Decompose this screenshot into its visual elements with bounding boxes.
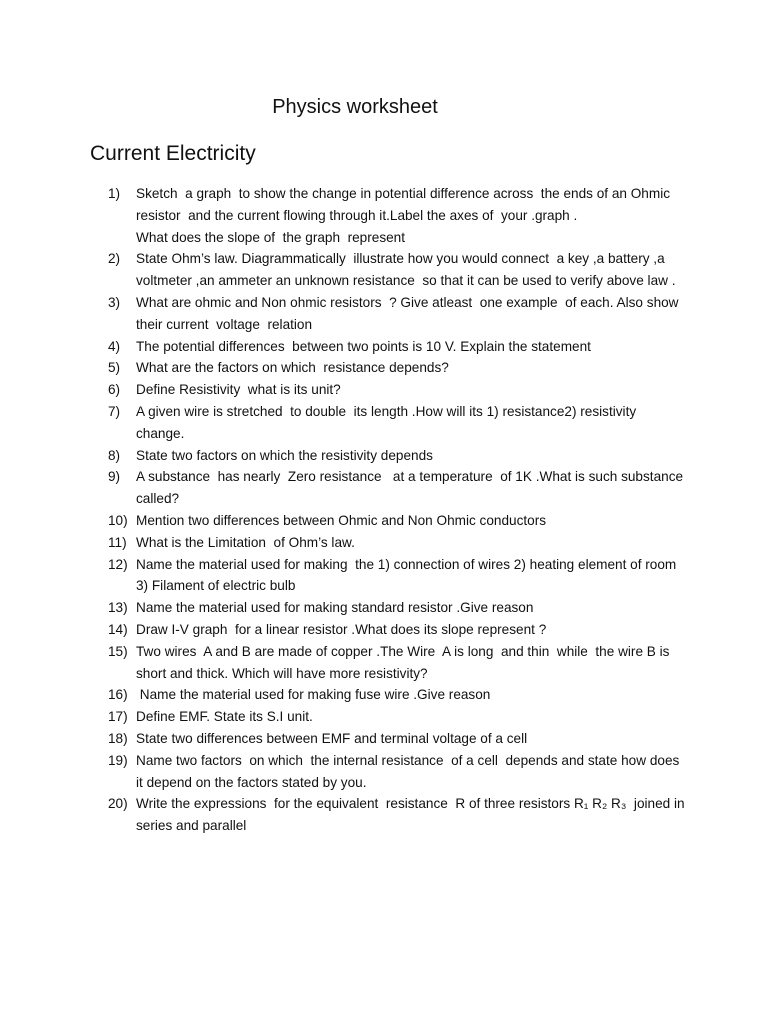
question-number: 3) [108, 294, 121, 310]
question-text: The potential differences between two points is 10 V. Explain the statement [136, 338, 591, 354]
question-item [108, 750, 688, 794]
question-number: 5) [108, 360, 121, 376]
question-number: 18) [108, 730, 128, 746]
question-item [108, 532, 688, 554]
question-number: 19) [108, 752, 128, 768]
question-text: A substance has nearly Zero resistance at a temperature of 1K .What is such substance called? [136, 469, 687, 507]
question-text: What is the Limitation of Ohm’s law. [136, 534, 355, 550]
question-text: Define EMF. State its S.I unit. [136, 709, 313, 725]
question-number: 16) [108, 687, 128, 703]
question-item [108, 728, 688, 750]
question-number: 11) [108, 534, 127, 550]
question-number: 8) [108, 447, 121, 463]
page-title: Physics worksheet [272, 96, 438, 118]
question-item [108, 619, 688, 641]
question-item [108, 336, 688, 358]
question-item [108, 641, 688, 685]
question-item [108, 357, 688, 379]
question-item [108, 597, 688, 619]
question-item [108, 183, 688, 248]
question-text: Mention two differences between Ohmic and Non Ohmic conductors [136, 512, 547, 528]
question-item [108, 445, 688, 467]
question-number: 6) [108, 382, 121, 398]
question-number: 9) [108, 469, 121, 485]
question-item [108, 466, 688, 510]
question-text: State Ohm’s law. Diagrammatically illustrate how you would connect a key ,a battery ,a voltmeter ,an ammeter an unknown resistance so that it can be used to verify above law . [136, 251, 676, 289]
question-item [108, 292, 688, 336]
question-number: 20) [108, 796, 128, 812]
question-item [108, 684, 688, 706]
question-item [108, 510, 688, 532]
section-heading: Current Electricity [90, 142, 256, 165]
question-text: Define Resistivity what is its unit? [136, 382, 341, 398]
question-number: 14) [108, 621, 128, 637]
question-text: Name the material used for making fuse wire .Give reason [136, 687, 491, 703]
question-text: Name two factors on which the internal resistance of a cell depends and state how does it depend on the factors stated by you. [136, 752, 684, 790]
question-text: Sketch a graph to show the change in potential difference across the ends of an Ohmic resistor and the current flowing through it.Label the axes of your .graph . What does the slope of the graph represent [136, 186, 671, 245]
question-text: Two wires A and B are made of copper .The Wire A is long and thin while the wire B is short and thick. Which will have more resistivity? [136, 643, 674, 681]
question-list [108, 183, 688, 837]
question-text: Name the material used for making standard resistor .Give reason [136, 600, 534, 616]
question-number: 7) [108, 403, 121, 419]
question-item [108, 379, 688, 401]
question-number: 4) [108, 338, 121, 354]
question-item [108, 793, 688, 837]
question-number: 2) [108, 251, 121, 267]
question-item [108, 248, 688, 292]
question-number: 1) [108, 186, 121, 201]
question-number: 12) [108, 556, 128, 572]
question-text: A given wire is stretched to double its length .How will its 1) resistance2) resistivity change. [136, 403, 640, 441]
question-number: 13) [108, 600, 128, 616]
question-text: State two differences between EMF and terminal voltage of a cell [136, 730, 528, 746]
question-number: 17) [108, 709, 128, 725]
question-text: What are ohmic and Non ohmic resistors ? Give atleast one example of each. Also show their current voltage relation [136, 294, 683, 332]
question-number: 10) [108, 512, 128, 528]
question-text: What are the factors on which resistance depends? [136, 360, 449, 376]
question-text: Write the expressions for the equivalent resistance R of three resistors R₁ R₂ R₃ joined in series and parallel [136, 796, 689, 834]
question-text: Name the material used for making the 1) connection of wires 2) heating element of room 3) Filament of electric bulb [136, 556, 681, 594]
question-item [108, 401, 688, 445]
question-text: Draw I-V graph for a linear resistor .What does its slope represent ? [136, 621, 547, 637]
question-number: 15) [108, 643, 128, 659]
question-item [108, 706, 688, 728]
question-item [108, 554, 688, 598]
question-text: State two factors on which the resistivity depends [136, 447, 433, 463]
